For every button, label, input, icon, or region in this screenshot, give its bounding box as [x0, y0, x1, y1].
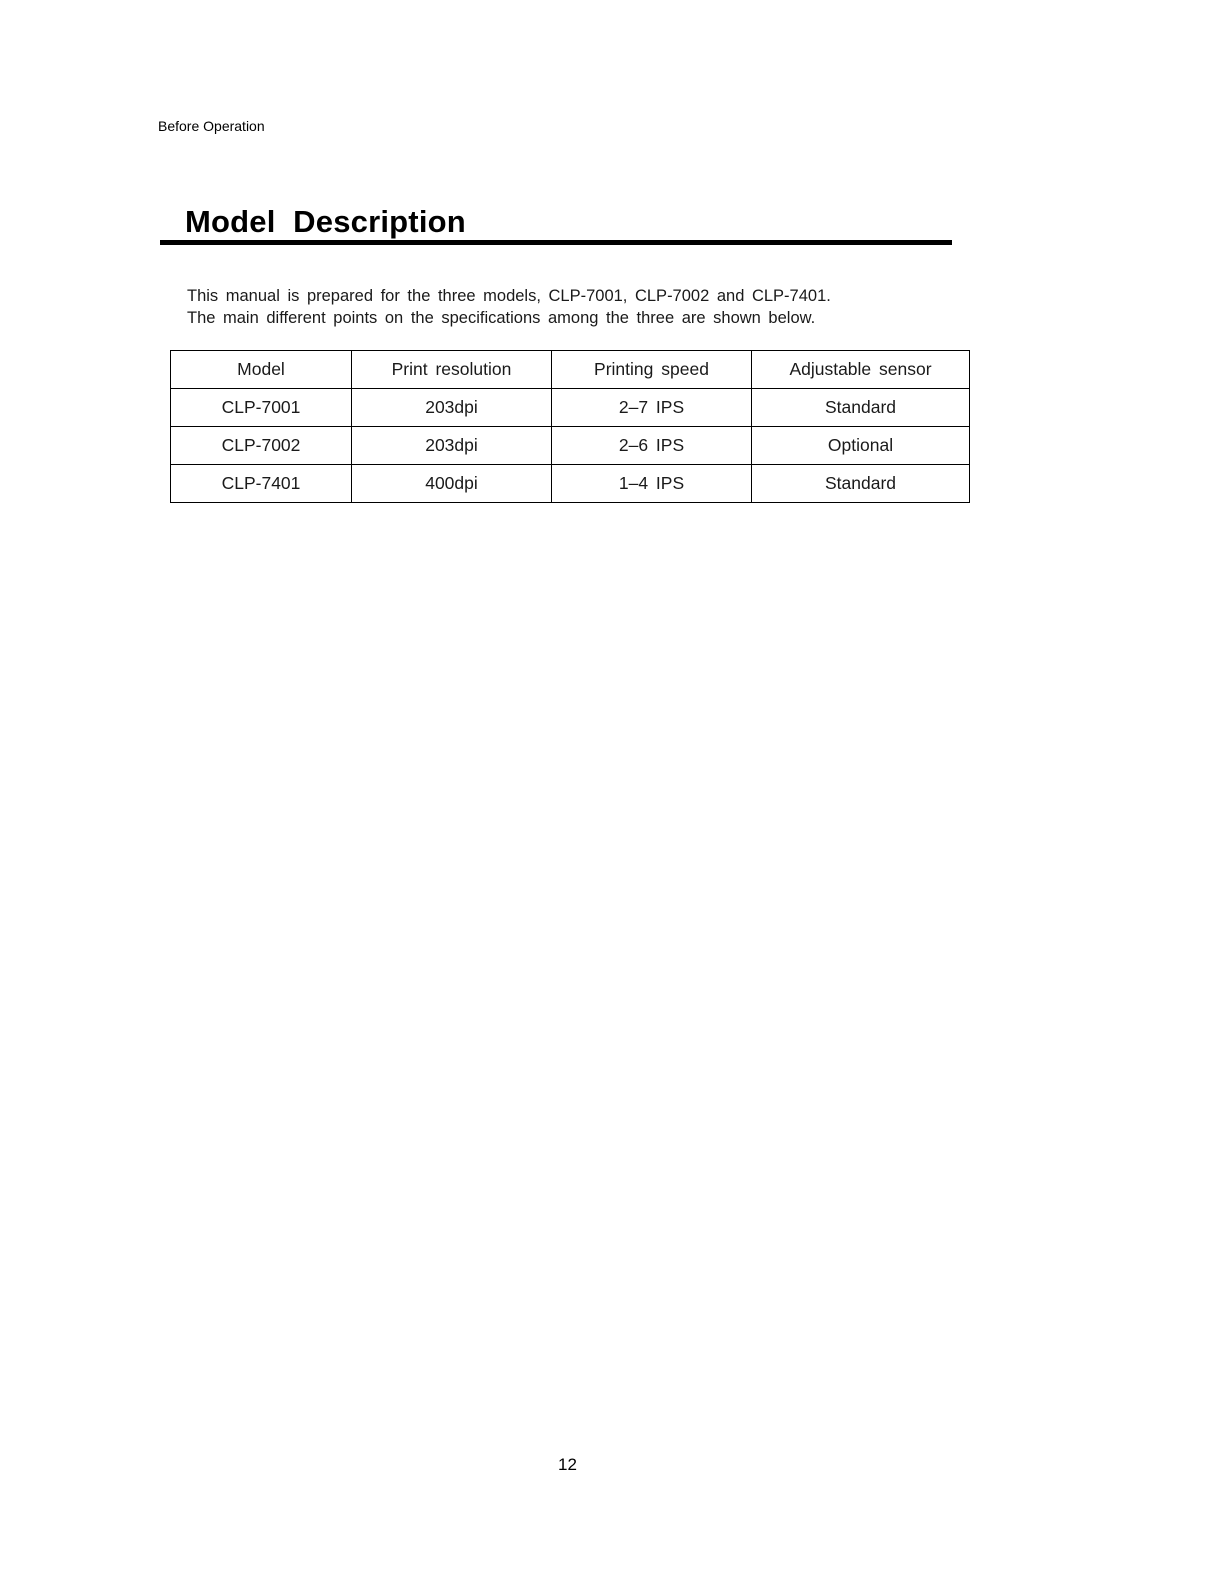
column-header-printing-speed: Printing speed	[552, 351, 752, 389]
page-number: 12	[558, 1455, 577, 1474]
table-cell-print-resolution: 400dpi	[352, 465, 552, 503]
table-row	[171, 427, 970, 465]
table-cell-adjustable-sensor: Standard	[752, 389, 970, 427]
section-title: Model Description	[185, 204, 466, 239]
table-cell-model: CLP-7001	[171, 389, 352, 427]
column-header-model: Model	[171, 351, 352, 389]
column-header-adjustable-sensor: Adjustable sensor	[752, 351, 970, 389]
table-cell-printing-speed: 2–6 IPS	[552, 427, 752, 465]
table-cell-printing-speed: 2–7 IPS	[552, 389, 752, 427]
table-cell-print-resolution: 203dpi	[352, 389, 552, 427]
intro-paragraph	[187, 285, 831, 329]
title-underline	[160, 240, 952, 245]
running-header: Before Operation	[158, 118, 265, 134]
table-row	[171, 389, 970, 427]
table-cell-model: CLP-7002	[171, 427, 352, 465]
table-cell-adjustable-sensor: Optional	[752, 427, 970, 465]
table-row	[171, 465, 970, 503]
intro-line: The main different points on the specifications among the three are shown below.	[187, 309, 816, 327]
table-cell-print-resolution: 203dpi	[352, 427, 552, 465]
table-cell-model: CLP-7401	[171, 465, 352, 503]
column-header-print-resolution: Print resolution	[352, 351, 552, 389]
table-header-row	[171, 351, 970, 389]
table-cell-adjustable-sensor: Standard	[752, 465, 970, 503]
intro-line: This manual is prepared for the three models, CLP-7001, CLP-7002 and CLP-7401.	[187, 287, 831, 305]
table-cell-printing-speed: 1–4 IPS	[552, 465, 752, 503]
model-spec-table	[170, 350, 970, 503]
